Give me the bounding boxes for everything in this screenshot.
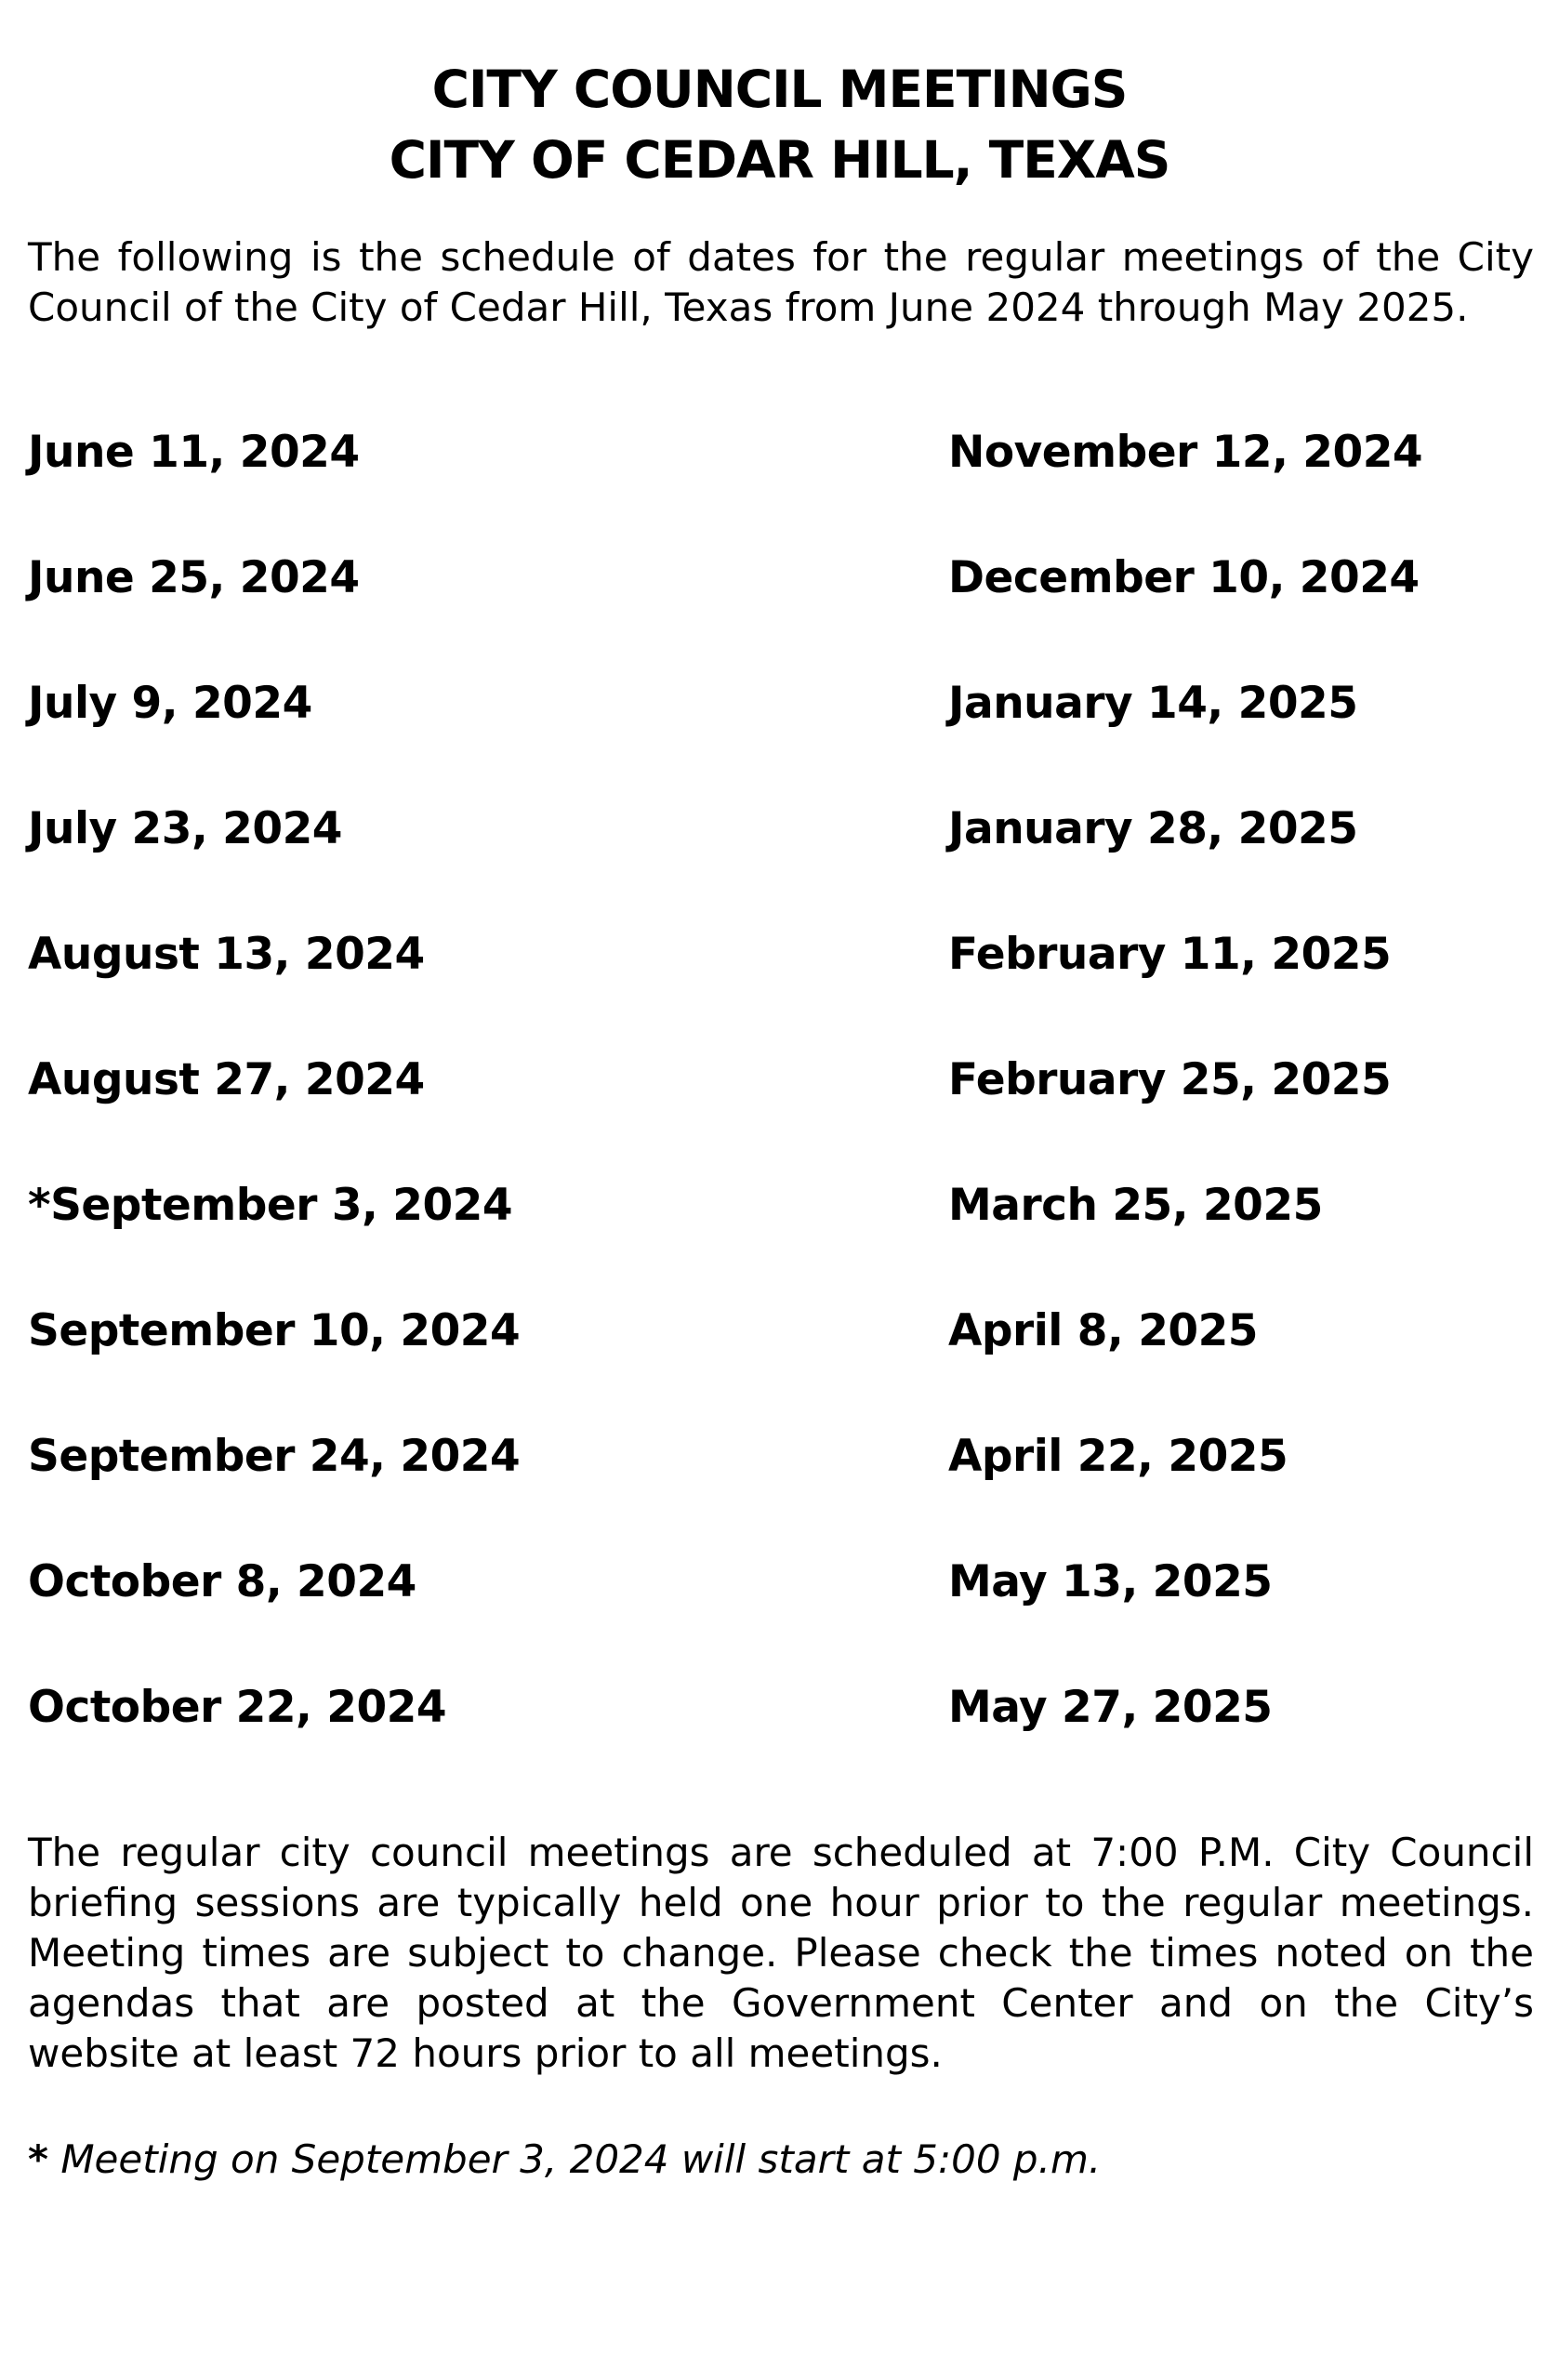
meeting-date: October 22, 2024 — [28, 1682, 447, 1733]
meeting-date: April 8, 2025 — [948, 1305, 1259, 1356]
meeting-dates-left-column — [28, 420, 865, 1801]
footnote — [28, 2135, 1534, 2185]
meeting-date: April 22, 2025 — [948, 1431, 1288, 1482]
meeting-date: August 27, 2024 — [28, 1054, 425, 1105]
meeting-date: June 11, 2024 — [28, 427, 360, 478]
footnote-text: Meeting on September 3, 2024 will start at 5:00 p.m. — [47, 2136, 1102, 2182]
meeting-date: October 8, 2024 — [28, 1556, 416, 1607]
footnote-marker: * — [28, 2136, 48, 2182]
meeting-date: June 25, 2024 — [28, 552, 360, 603]
meeting-date: February 11, 2025 — [948, 929, 1392, 980]
meeting-date: January 14, 2025 — [948, 678, 1358, 729]
intro-paragraph: The following is the schedule of dates for the regular meetings of the City Council of the City of Cedar Hill, Texas from June 2024 through May 2025. — [28, 234, 1534, 330]
meeting-date: January 28, 2025 — [948, 803, 1358, 854]
page-title: CITY COUNCIL MEETINGS — [431, 60, 1128, 119]
meeting-dates-right-column — [948, 420, 1543, 1801]
meeting-date: July 9, 2024 — [28, 678, 312, 729]
meeting-date: December 10, 2024 — [948, 552, 1420, 603]
meeting-date: March 25, 2025 — [948, 1180, 1323, 1231]
meeting-date: August 13, 2024 — [28, 929, 425, 980]
page-subtitle: CITY OF CEDAR HILL, TEXAS — [389, 130, 1170, 190]
meeting-date: November 12, 2024 — [948, 427, 1423, 478]
meeting-date: May 27, 2025 — [948, 1682, 1273, 1733]
meeting-date: July 23, 2024 — [28, 803, 342, 854]
meeting-date: May 13, 2025 — [948, 1556, 1273, 1607]
meeting-info-paragraph: The regular city council meetings are scheduled at 7:00 P.M. City Council briefing sessions are typically held one hour prior to the regular meetings. Meeting times are subject to change. Please check the times noted on the agendas that are posted at the Government Center and on the City’s website at least 72 hours prior to all meetings. — [28, 1830, 1534, 2076]
meeting-date: September 24, 2024 — [28, 1431, 521, 1482]
meeting-date: *September 3, 2024 — [28, 1180, 513, 1231]
meeting-date: September 10, 2024 — [28, 1305, 521, 1356]
meeting-date: February 25, 2025 — [948, 1054, 1392, 1105]
